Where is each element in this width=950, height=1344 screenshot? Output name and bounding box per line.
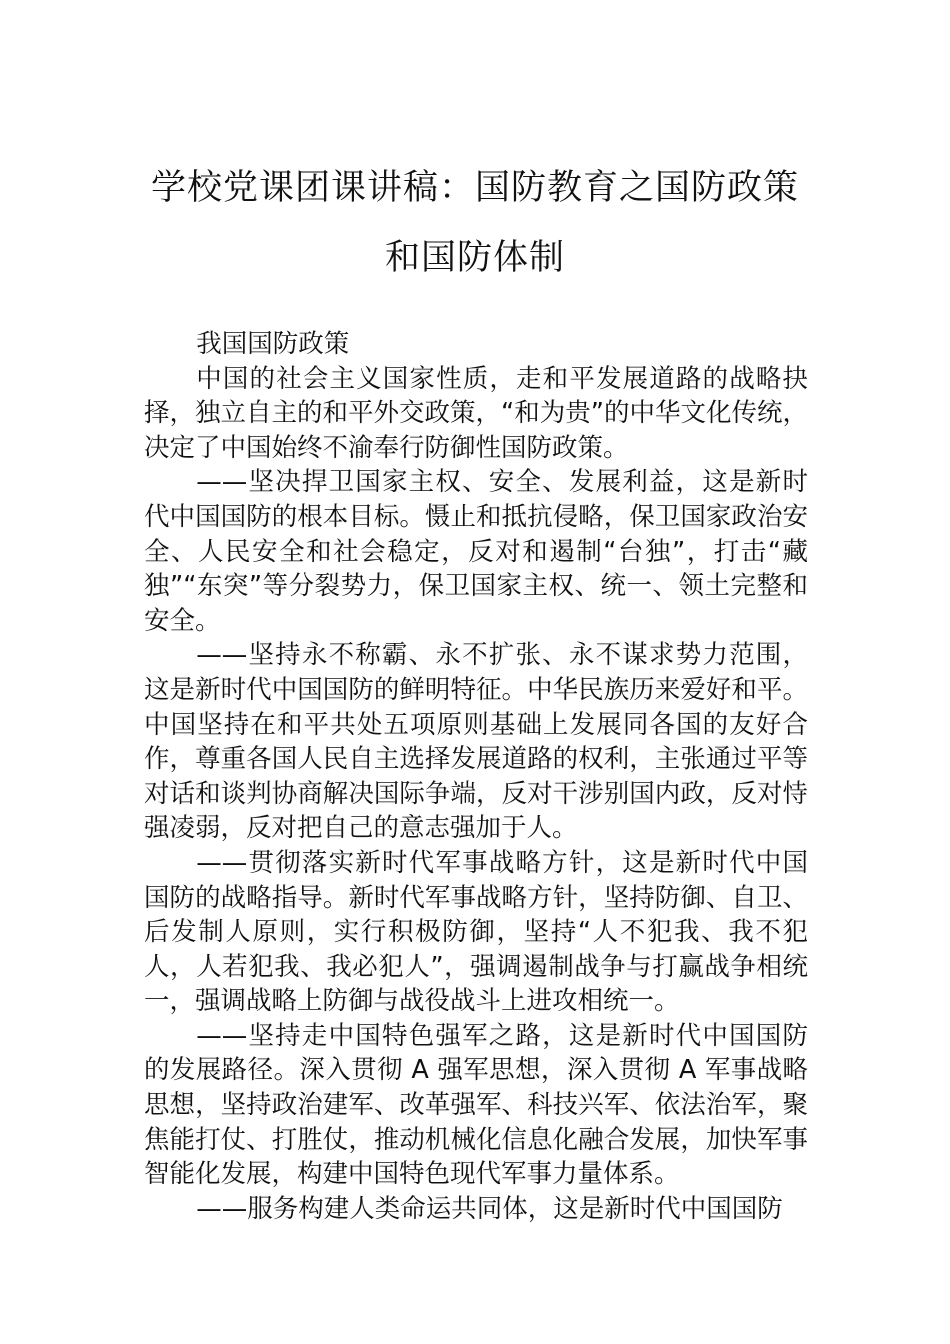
- section-heading: 我国国防政策: [196, 329, 350, 359]
- body-paragraph: 中国的社会主义国家性质，走和平发展道路的战略抉择，独立自主的和平外交政策，“和为贵”的中华文化传统，决定了中国始终不渝奉行防御性国防政策。: [144, 363, 808, 463]
- document-title-line-2: 和国防体制: [384, 238, 565, 278]
- document-body: [144, 327, 808, 1226]
- body-paragraph: ——服务构建人类命运共同体，这是新时代中国国防: [196, 1193, 783, 1224]
- body-paragraph: ——贯彻落实新时代军事战略方针，这是新时代中国国防的战略指导。新时代军事战略方针，坚持防御、自卫、后发制人原则，实行积极防御，坚持“人不犯我、我不犯人，人若犯我、我必犯人”，强调遏制战争与打赢战争相统一，强调战略上防御与战役战斗上进攻相统一。: [144, 847, 808, 1017]
- body-paragraph: ——坚持走中国特色强军之路，这是新时代中国国防的发展路径。深入贯彻 A 强军思想，深入贯彻 A 军事战略思想，坚持政治建军、改革强军、科技兴军、依法治军，聚焦能打仗、打胜仗，推动机械化信息化融合发展，加快军事智能化发展，构建中国特色现代军事力量体系。: [144, 1020, 808, 1190]
- document-title-line-1: 学校党课团课讲稿：国防教育之国防政策: [150, 168, 799, 208]
- body-paragraph: ——坚持永不称霸、永不扩张、永不谋求势力范围，这是新时代中国国防的鲜明特征。中华民族历来爱好和平。中国坚持在和平共处五项原则基础上发展同各国的友好合作，尊重各国人民自主选择发展道路的权利，主张通过平等对话和谈判协商解决国际争端，反对干涉别国内政，反对恃强凌弱，反对把自己的意志强加于人。: [144, 640, 808, 844]
- body-paragraph: ——坚决捍卫国家主权、安全、发展利益，这是新时代中国国防的根本目标。慑止和抵抗侵略，保卫国家政治安全、人民安全和社会稳定，反对和遏制“台独”，打击“藏独”“东突”等分裂势力，保卫国家主权、统一、领土完整和安全。: [144, 467, 808, 636]
